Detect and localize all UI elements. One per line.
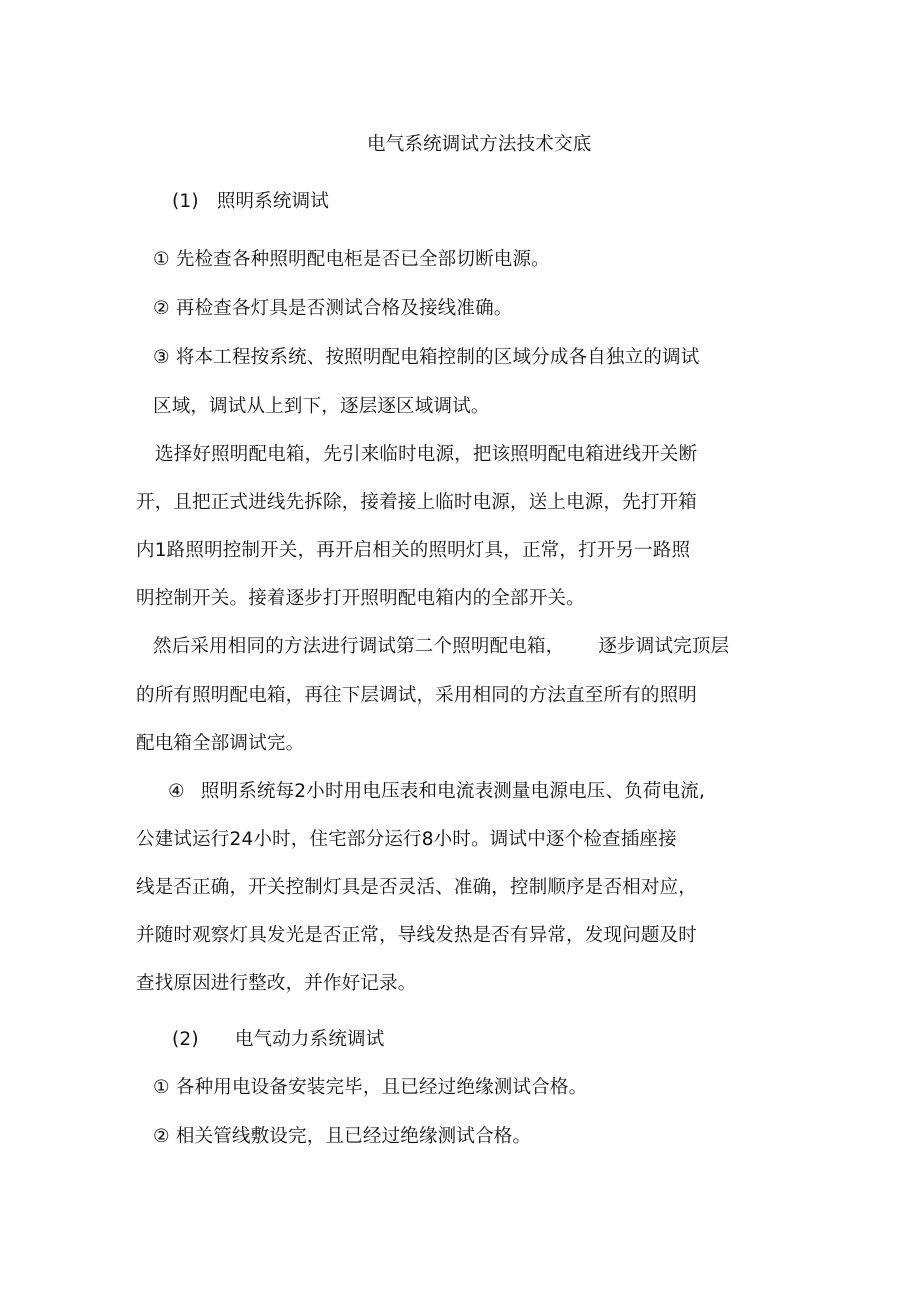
section-2-item-1: ① 各种用电设备安装完毕，且已经过绝缘测试合格。 <box>153 1077 588 1098</box>
section-1-item-4-line-4: 并随时观察灯具发光是否正常，导线发热是否有异常，发现问题及时 <box>136 925 698 946</box>
section-1-item-4-line-1 <box>168 779 705 805</box>
paragraph-1-line-2: 开，且把正式进线先拆除，接着接上临时电源，送上电源，先打开箱 <box>136 492 698 513</box>
section-1-item-3-line-1: ③ 将本工程按系统、按照明配电箱控制的区域分成各自独立的调试 <box>153 347 700 368</box>
document-title: 电气系统调试方法技术交底 <box>367 134 592 155</box>
paragraph-1-line-4: 明控制开关。接着逐步打开照明配电箱内的全部开关。 <box>136 588 585 609</box>
section-1-item-4-line-5: 查找原因进行整改，并作好记录。 <box>136 973 417 994</box>
section-2-number: (2) <box>172 1029 199 1050</box>
section-1-item-3-line-2: 区域，调试从上到下，逐层逐区域调试。 <box>153 396 490 417</box>
paragraph-2-line-1-part-b: 逐步调试完顶层 <box>598 636 730 657</box>
section-1-item-4-marker: ④ <box>168 781 185 802</box>
section-1-title: 照明系统调试 <box>216 191 330 212</box>
section-2-item-2: ② 相关管线敷设完，且已经过绝缘测试合格。 <box>153 1126 532 1147</box>
section-2-heading <box>172 1027 384 1053</box>
paragraph-2-line-3: 配电箱全部调试完。 <box>136 733 305 754</box>
section-1-item-4-line-3: 线是否正确，开关控制灯具是否灵活、准确，控制顺序是否相对应， <box>136 877 698 898</box>
section-1-heading <box>172 189 329 215</box>
section-1-number: (1) <box>172 191 199 212</box>
paragraph-2-line-2: 的所有照明配电箱，再往下层调试，采用相同的方法直至所有的照明 <box>136 685 698 706</box>
paragraph-1-line-1: 选择好照明配电箱，先引来临时电源，把该照明配电箱进线开关断 <box>155 444 698 465</box>
paragraph-1-line-3: 内1路照明控制开关，再开启相关的照明灯具，正常，打开另一路照 <box>136 540 691 561</box>
section-1-item-1: ① 先检查各种照明配电柜是否已全部切断电源。 <box>153 249 550 270</box>
section-2-title: 电气动力系统调试 <box>234 1029 385 1050</box>
section-1-item-2: ② 再检查各灯具是否测试合格及接线准确。 <box>153 298 513 319</box>
paragraph-2-line-1 <box>153 634 729 660</box>
paragraph-2-line-1-part-a: 然后采用相同的方法进行调试第二个照明配电箱， <box>153 636 565 657</box>
section-1-item-4-text: 照明系统每2小时用电压表和电流表测量电源电压、负荷电流, <box>200 781 706 802</box>
section-1-item-4-line-2: 公建试运行24小时，住宅部分运行8小时。调试中逐个检查插座接 <box>136 829 677 850</box>
